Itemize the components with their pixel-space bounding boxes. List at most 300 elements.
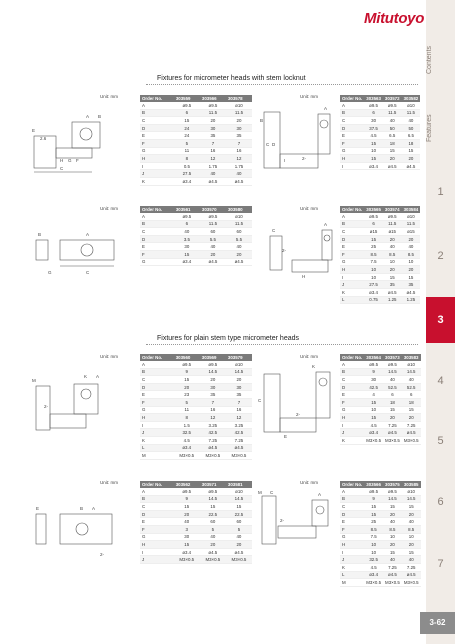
table-cell: 7.25 <box>226 436 252 444</box>
table-row <box>140 436 252 444</box>
svg-text:E: E <box>32 128 36 133</box>
table-cell: M3×0.5 <box>403 437 419 443</box>
table-cell: E <box>140 132 174 140</box>
table-cell: 52.5 <box>383 383 402 391</box>
table-header-cell: 303585 <box>402 481 421 488</box>
spec-table-303562 <box>140 481 252 564</box>
table-row <box>140 398 252 406</box>
table-cell: E <box>140 518 174 526</box>
table-row <box>140 235 252 243</box>
table-cell: M3×0.5 <box>200 556 226 564</box>
table-cell: 20 <box>383 155 402 163</box>
table-cell: 6.5 <box>402 132 421 140</box>
table-cell: 4.5 <box>174 436 200 444</box>
table-cell: M <box>340 579 364 587</box>
table-row <box>140 155 252 163</box>
unit-label: Unit: mm <box>100 206 118 211</box>
table-cell: 20 <box>226 250 252 258</box>
table-cell: 6 <box>174 220 200 228</box>
table-cell: 30 <box>200 383 226 391</box>
fixture-drawing-303562 <box>30 496 118 560</box>
table-cell: 1.75 <box>200 162 226 170</box>
table-row <box>140 109 252 117</box>
table-header-cell: 303566 <box>200 95 226 102</box>
section-rule <box>146 344 418 345</box>
table-cell: 10 <box>364 541 383 549</box>
page-number: 3-62 <box>420 612 455 634</box>
table-cell: 60 <box>226 518 252 526</box>
table-cell: 6.5 <box>383 132 402 140</box>
table-cell: 6 <box>174 109 200 117</box>
table-row <box>340 288 420 296</box>
table-cell: 8.5 <box>402 525 421 533</box>
svg-text:C: C <box>60 166 64 171</box>
svg-text:2-: 2- <box>296 412 301 417</box>
table-cell: 8 <box>174 155 200 163</box>
table-row <box>140 414 252 422</box>
table-cell: 9 <box>174 495 200 503</box>
table-row <box>340 391 421 399</box>
table-cell: 15 <box>402 406 421 414</box>
sidebar-chapter-7[interactable]: 7 <box>437 558 444 570</box>
table-header-cell: Order No. <box>342 207 363 212</box>
table-row <box>140 444 252 452</box>
table-row <box>140 213 252 220</box>
table-row <box>140 162 252 170</box>
sidebar-chapter-6[interactable]: 6 <box>437 496 444 508</box>
svg-text:2-: 2- <box>282 248 287 253</box>
fixture-drawing-303566 <box>256 486 338 566</box>
unit-label: Unit: mm <box>300 480 318 485</box>
table-cell: 20 <box>226 541 252 549</box>
table-row <box>340 406 421 414</box>
table-cell: J <box>140 556 174 564</box>
table-cell: 40 <box>383 117 402 125</box>
table-cell: 1.75 <box>226 162 252 170</box>
svg-text:M: M <box>258 490 262 495</box>
table-cell: F <box>340 250 364 258</box>
table-cell: F <box>340 139 364 147</box>
table-cell: 12 <box>226 155 252 163</box>
table-row <box>140 421 252 429</box>
svg-text:A: A <box>86 114 90 119</box>
table-cell: 5 <box>174 139 200 147</box>
table-cell: ø10 <box>402 361 421 368</box>
table-row <box>140 406 252 414</box>
table-cell: G <box>340 258 364 266</box>
table-cell: 40 <box>226 243 252 251</box>
table-cell: F <box>140 398 174 406</box>
table-cell: 14.5 <box>402 368 421 376</box>
table-cell: 20 <box>174 383 200 391</box>
fixture-drawing-303563 <box>258 102 336 174</box>
table-row <box>340 488 421 495</box>
table-cell: 0.75 <box>364 296 383 304</box>
table-cell: A <box>140 102 174 109</box>
table-cell: 4.5 <box>364 563 383 571</box>
table-header-cell: 303561 <box>174 206 200 213</box>
table-row <box>140 488 252 495</box>
svg-text:I: I <box>284 158 286 163</box>
table-row <box>340 235 420 243</box>
table-cell: I <box>340 421 364 429</box>
table-cell: ø4.5 <box>402 162 421 170</box>
table-cell: 11.5 <box>402 109 421 117</box>
sidebar-chapter-2[interactable]: 2 <box>437 250 444 262</box>
section-rule <box>146 84 418 85</box>
table-cell: 30 <box>174 533 200 541</box>
table-cell: 14.5 <box>200 368 226 376</box>
table-cell: 12 <box>226 414 252 422</box>
table-header-cell: 303572 <box>384 96 400 101</box>
unit-label: Unit: mm <box>300 94 318 99</box>
table-cell: 10 <box>364 266 383 274</box>
sidebar-contents-label[interactable]: Contents <box>426 45 433 75</box>
table-row <box>340 109 420 117</box>
table-cell: 14.5 <box>383 495 402 503</box>
table-cell: 35 <box>226 132 252 140</box>
table-cell: ø9.5 <box>383 213 402 220</box>
table-cell: L <box>140 444 174 452</box>
table-cell: G <box>140 533 174 541</box>
table-cell: 24 <box>174 124 200 132</box>
table-row <box>140 102 252 109</box>
table-cell: K <box>140 436 174 444</box>
table-cell: K <box>340 563 364 571</box>
table-row <box>340 376 421 384</box>
sidebar-chapter-1[interactable]: 1 <box>437 186 444 198</box>
table-cell: ø9.5 <box>174 102 200 109</box>
section-title-plain-stem: Fixtures for plain stem type micrometer heads <box>157 335 299 342</box>
sidebar-chapter-3-active[interactable]: 3 <box>426 297 455 343</box>
table-cell: 50 <box>402 124 421 132</box>
spec-table-303560 <box>140 354 252 460</box>
table-cell: 8.5 <box>364 250 383 258</box>
table-header-row <box>340 95 420 102</box>
table-cell: H <box>340 266 364 274</box>
table-cell: 22.5 <box>226 510 252 518</box>
table-header-cell: Order No. <box>342 355 363 360</box>
table-cell: 15 <box>226 503 252 511</box>
table-cell: I <box>140 421 174 429</box>
table-cell: 40 <box>402 376 421 384</box>
table-cell: G <box>340 147 364 155</box>
table-row <box>340 571 421 579</box>
table-cell: B <box>340 368 364 376</box>
table-cell: ø4.5 <box>226 444 252 452</box>
table-cell: 14.5 <box>402 495 421 503</box>
table-header-cell: 303574 <box>384 207 400 212</box>
table-cell: 35 <box>200 391 226 399</box>
table-cell: ø9.5 <box>364 213 383 220</box>
table-header-cell: 303582 <box>403 96 419 101</box>
table-cell: M3×0.5 <box>174 452 200 460</box>
table-cell: 20 <box>226 376 252 384</box>
svg-text:A: A <box>86 232 90 237</box>
svg-text:A: A <box>324 106 328 111</box>
table-cell: H <box>140 414 174 422</box>
table-cell: H <box>140 155 174 163</box>
table-cell: C <box>140 117 174 125</box>
table-cell: 20 <box>174 510 200 518</box>
table-row <box>140 170 252 178</box>
table-row <box>140 117 252 125</box>
table-header-row <box>140 95 252 102</box>
table-cell: 15 <box>174 250 200 258</box>
svg-text:D: D <box>272 142 276 147</box>
table-row <box>340 368 421 376</box>
svg-text:H: H <box>302 274 306 279</box>
table-row <box>340 220 420 228</box>
svg-text:2-: 2- <box>280 518 285 523</box>
table-cell: 16 <box>226 406 252 414</box>
table-cell: G <box>140 147 174 155</box>
table-cell: 40 <box>383 376 402 384</box>
table-cell: M3×0.5 <box>226 556 252 564</box>
svg-text:2.6: 2.6 <box>40 136 47 141</box>
svg-text:A: A <box>318 492 322 497</box>
table-cell: 30 <box>174 243 200 251</box>
table-cell: B <box>140 368 174 376</box>
table-cell: J <box>140 170 174 178</box>
table-cell: 22.5 <box>200 510 226 518</box>
table-cell: 7.25 <box>383 421 402 429</box>
svg-text:K: K <box>312 364 316 369</box>
brand-logo: Mitutoyo <box>364 10 425 27</box>
sidebar-chapter-5[interactable]: 5 <box>437 435 444 447</box>
table-cell: 40 <box>200 243 226 251</box>
table-cell: 20 <box>226 117 252 125</box>
table-cell: 20 <box>383 235 402 243</box>
table-cell: J <box>340 556 364 564</box>
table-cell: 35 <box>383 281 402 289</box>
spec-table-303559 <box>140 95 252 186</box>
table-header-cell: 303562 <box>174 481 200 488</box>
table-cell: ø3.4 <box>364 162 383 170</box>
table-cell: M3×0.5 <box>403 579 419 585</box>
table-cell: 5.5 <box>226 235 252 243</box>
table-cell: 15 <box>383 548 402 556</box>
table-cell: ø4.5 <box>226 177 252 185</box>
table-cell: 7 <box>200 139 226 147</box>
table-row <box>340 436 421 444</box>
table-cell: 40 <box>383 556 402 564</box>
table-cell: ø4.5 <box>200 444 226 452</box>
table-cell: ø9.5 <box>200 488 226 495</box>
table-cell: 7 <box>226 398 252 406</box>
table-cell: 15 <box>383 147 402 155</box>
table-cell: A <box>340 361 364 368</box>
table-cell: B <box>140 220 174 228</box>
table-header-cell: 303580 <box>226 206 252 213</box>
table-cell: 35 <box>402 281 421 289</box>
table-cell: 20 <box>200 117 226 125</box>
table-row <box>140 228 252 236</box>
table-cell: 11.5 <box>200 109 226 117</box>
table-cell: 42.5 <box>226 429 252 437</box>
svg-text:A: A <box>96 374 100 379</box>
table-header-cell: Order No. <box>140 206 174 213</box>
table-cell: 4.5 <box>364 421 383 429</box>
table-cell: 15 <box>364 503 383 511</box>
table-cell: 3 <box>174 525 200 533</box>
table-cell: 32.5 <box>174 429 200 437</box>
table-cell: 4.5 <box>364 132 383 140</box>
table-cell: L <box>340 571 364 579</box>
table-cell: ø4.5 <box>402 429 421 437</box>
table-cell: E <box>140 391 174 399</box>
table-cell: M3×0.5 <box>200 452 226 460</box>
table-cell: C <box>340 376 364 384</box>
table-cell: 15 <box>200 503 226 511</box>
table-cell: M <box>140 452 174 460</box>
table-row <box>340 383 421 391</box>
table-cell: 9 <box>364 495 383 503</box>
table-cell: B <box>140 495 174 503</box>
table-row <box>340 510 421 518</box>
table-cell: F <box>340 525 364 533</box>
table-cell: ø10 <box>402 488 421 495</box>
table-cell: 15 <box>383 273 402 281</box>
table-cell: 7 <box>200 398 226 406</box>
table-cell: 11 <box>174 406 200 414</box>
table-row <box>140 533 252 541</box>
table-cell: I <box>340 162 364 170</box>
table-header-cell: 303570 <box>200 206 226 213</box>
table-cell: 20 <box>383 541 402 549</box>
table-cell: K <box>340 288 364 296</box>
table-cell: ø3.4 <box>364 571 383 579</box>
table-header-cell: 303575 <box>383 481 402 488</box>
table-cell: 7.25 <box>200 436 226 444</box>
unit-label: Unit: mm <box>100 94 118 99</box>
table-cell: 35 <box>226 391 252 399</box>
table-cell: ø9.5 <box>383 488 402 495</box>
table-cell: C <box>140 376 174 384</box>
svg-text:G: G <box>48 270 52 275</box>
table-header-row <box>340 481 421 488</box>
table-row <box>140 368 252 376</box>
table-row <box>340 258 420 266</box>
table-cell: D <box>340 124 364 132</box>
table-cell: 20 <box>402 510 421 518</box>
table-row <box>340 281 420 289</box>
table-row <box>140 495 252 503</box>
unit-label: Unit: mm <box>100 480 118 485</box>
table-cell: F <box>340 398 364 406</box>
table-cell: 18 <box>383 139 402 147</box>
table-cell: C <box>140 503 174 511</box>
table-cell: 14.5 <box>200 495 226 503</box>
table-cell: 6 <box>383 391 402 399</box>
table-cell: 10 <box>383 533 402 541</box>
table-cell: A <box>340 488 364 495</box>
table-header-row <box>140 481 252 488</box>
table-cell: 15 <box>364 235 383 243</box>
table-header-cell: 303573 <box>383 354 402 361</box>
svg-text:G: G <box>68 158 72 163</box>
table-cell: 14.5 <box>226 368 252 376</box>
table-cell: 40 <box>383 518 402 526</box>
table-cell: 20 <box>402 235 421 243</box>
svg-text:C: C <box>272 228 276 233</box>
table-cell: ø4.5 <box>226 548 252 556</box>
table-cell: 11.5 <box>383 220 402 228</box>
table-cell: 15 <box>364 414 383 422</box>
table-cell: ø10 <box>402 213 421 220</box>
table-cell: J <box>340 429 364 437</box>
table-cell: ø4.5 <box>383 162 402 170</box>
table-cell: ø9.5 <box>174 213 200 220</box>
table-cell: K <box>340 436 364 444</box>
table-cell: H <box>340 414 364 422</box>
table-cell: 7.25 <box>383 563 402 571</box>
table-cell: 32.5 <box>364 556 383 564</box>
sidebar-chapter-4[interactable]: 4 <box>437 375 444 387</box>
table-cell: ø9.5 <box>364 488 383 495</box>
table-row <box>140 429 252 437</box>
table-cell: 20 <box>383 414 402 422</box>
table-header-cell: Order No. <box>342 96 363 101</box>
table-header-cell: 303563 <box>366 96 381 101</box>
table-header-row <box>140 206 252 213</box>
table-cell: ø15 <box>402 228 421 236</box>
table-cell: ø9.5 <box>200 213 226 220</box>
sidebar-features-label[interactable]: Features <box>426 114 433 142</box>
table-row <box>140 391 252 399</box>
table-cell: 40 <box>174 518 200 526</box>
table-cell: 16 <box>200 406 226 414</box>
table-cell: F <box>140 250 174 258</box>
table-row <box>340 525 421 533</box>
table-row <box>340 213 420 220</box>
table-cell: 60 <box>226 228 252 236</box>
table-cell: 6 <box>402 391 421 399</box>
table-cell: 12 <box>200 155 226 163</box>
table-cell: 20 <box>200 541 226 549</box>
table-cell: G <box>340 533 364 541</box>
table-row <box>340 273 420 281</box>
table-cell: 11 <box>174 147 200 155</box>
table-row <box>140 258 252 266</box>
table-header-cell: Order No. <box>140 95 174 102</box>
table-row <box>340 563 421 571</box>
table-cell: 40 <box>402 243 421 251</box>
table-cell: 7.25 <box>402 563 421 571</box>
table-cell: ø9.5 <box>383 102 402 109</box>
table-cell: H <box>140 541 174 549</box>
table-cell: M3×0.5 <box>366 579 382 585</box>
table-cell: 35 <box>200 132 226 140</box>
table-cell: B <box>340 109 364 117</box>
table-cell: 5 <box>200 525 226 533</box>
svg-text:F: F <box>76 158 79 163</box>
table-row <box>140 503 252 511</box>
table-cell: 3.25 <box>200 421 226 429</box>
svg-text:B: B <box>260 118 264 123</box>
table-header-cell: Order No. <box>140 354 174 361</box>
table-cell: ø4.5 <box>383 288 402 296</box>
svg-text:B: B <box>80 506 84 511</box>
svg-text:C: C <box>258 398 262 403</box>
table-header-cell: 303565 <box>366 207 381 212</box>
table-cell: 10 <box>383 258 402 266</box>
table-row <box>340 243 420 251</box>
table-cell: 18 <box>402 398 421 406</box>
table-cell: ø4.5 <box>200 177 226 185</box>
table-cell: F <box>140 525 174 533</box>
table-cell: 18 <box>383 398 402 406</box>
